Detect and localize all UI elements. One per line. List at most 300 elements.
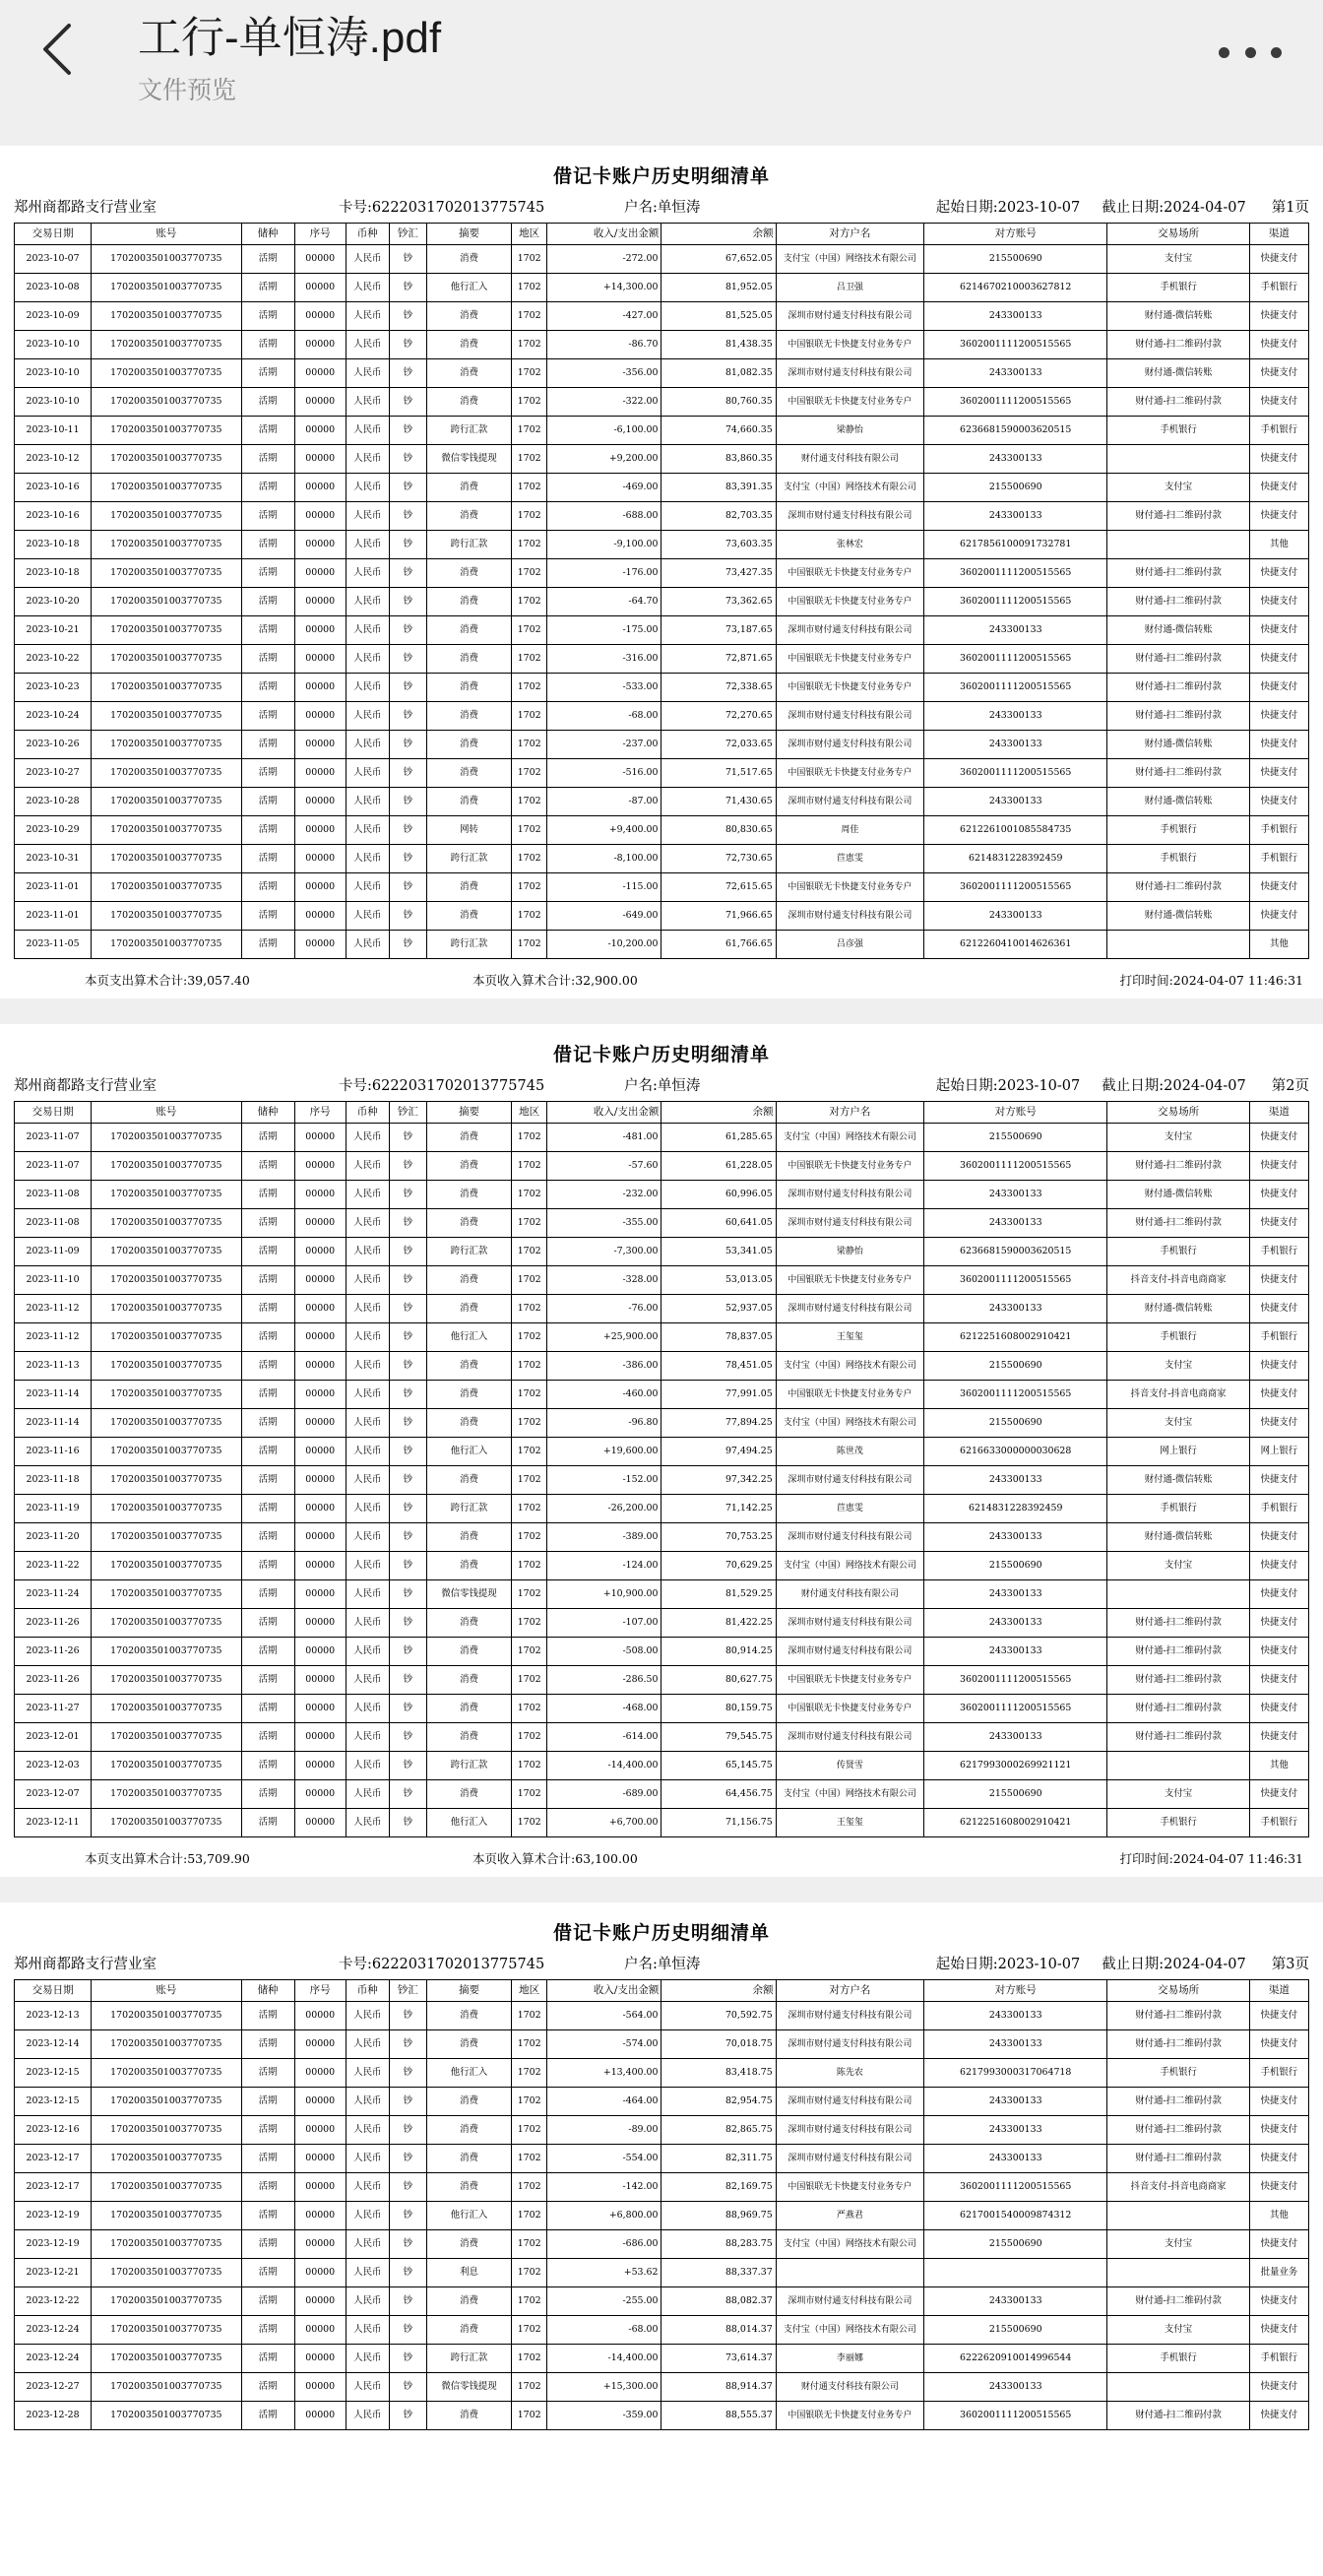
table-cell: 消费: [426, 1638, 511, 1666]
table-cell: 消费: [426, 2030, 511, 2059]
table-row: [15, 502, 1309, 531]
table-cell: 支付宝: [1107, 245, 1249, 274]
table-cell: 72,338.65: [662, 674, 776, 702]
table-cell: 2023-10-22: [15, 645, 92, 674]
table-cell: 活期: [241, 873, 294, 902]
table-cell: 财付通-扫二维码付款: [1107, 559, 1249, 588]
table-cell: 活期: [241, 1780, 294, 1809]
table-cell: -355.00: [547, 1209, 662, 1238]
column-header: 对方户名: [776, 224, 923, 245]
table-cell: 1702: [512, 2059, 547, 2088]
column-header: 币种: [346, 1980, 389, 2002]
table-cell: 人民币: [346, 1666, 389, 1695]
table-cell: [924, 2259, 1107, 2287]
card-number: 卡号:6222031702013775745: [339, 1957, 545, 1972]
table-cell: 钞: [389, 702, 426, 731]
table-cell: 88,914.37: [662, 2373, 776, 2402]
table-cell: 钞: [389, 1181, 426, 1209]
table-cell: 1702: [512, 1295, 547, 1323]
table-cell: 243300133: [924, 702, 1107, 731]
table-cell: 财付通-扫二维码付款: [1107, 1152, 1249, 1181]
table-cell: 00000: [294, 1124, 346, 1152]
table-cell: 60,996.05: [662, 1181, 776, 1209]
table-cell: 2023-12-21: [15, 2259, 92, 2287]
table-cell: 消费: [426, 1695, 511, 1723]
table-cell: 人民币: [346, 1124, 389, 1152]
table-cell: 快捷支付: [1249, 588, 1308, 616]
table-cell: -142.00: [547, 2173, 662, 2202]
table-cell: 215500690: [924, 1780, 1107, 1809]
statement-meta: [14, 1074, 1309, 1095]
table-cell: 活期: [241, 274, 294, 302]
table-cell: 2023-11-16: [15, 1438, 92, 1466]
table-cell: 2023-11-27: [15, 1695, 92, 1723]
table-cell: 消费: [426, 2173, 511, 2202]
table-cell: 钞: [389, 845, 426, 873]
table-cell: 消费: [426, 502, 511, 531]
column-header: 摘要: [426, 1980, 511, 2002]
table-cell: 跨行汇款: [426, 2345, 511, 2373]
table-cell: 2023-12-15: [15, 2088, 92, 2116]
table-cell: 快捷支付: [1249, 1152, 1308, 1181]
table-cell: 243300133: [924, 1295, 1107, 1323]
table-row: [15, 873, 1309, 902]
table-cell: -481.00: [547, 1124, 662, 1152]
table-cell: 钞: [389, 559, 426, 588]
table-cell: 00000: [294, 2059, 346, 2088]
table-cell: -57.60: [547, 1152, 662, 1181]
table-cell: 83,391.35: [662, 474, 776, 502]
column-header: 余额: [662, 224, 776, 245]
table-cell: 00000: [294, 445, 346, 474]
table-cell: 3602001111200515565: [924, 559, 1107, 588]
table-cell: 活期: [241, 1295, 294, 1323]
table-cell: 2023-10-10: [15, 388, 92, 417]
table-cell: 消费: [426, 474, 511, 502]
table-cell: 活期: [241, 2030, 294, 2059]
table-cell: 中国银联无卡快捷支付业务专户: [776, 873, 923, 902]
table-cell: 快捷支付: [1249, 1352, 1308, 1381]
table-cell: 77,991.05: [662, 1381, 776, 1409]
table-cell: 00000: [294, 1609, 346, 1638]
table-row: [15, 645, 1309, 674]
table-cell: 00000: [294, 1152, 346, 1181]
transaction-table: [14, 1979, 1309, 2430]
table-cell: 中国银联无卡快捷支付业务专户: [776, 674, 923, 702]
table-cell: 李丽娜: [776, 2345, 923, 2373]
table-cell: [1107, 531, 1249, 559]
table-cell: 79,545.75: [662, 1723, 776, 1752]
table-cell: 活期: [241, 816, 294, 845]
table-cell: 00000: [294, 302, 346, 331]
back-icon[interactable]: [37, 20, 81, 79]
table-cell: 他行汇入: [426, 274, 511, 302]
table-cell: 钞: [389, 1238, 426, 1266]
table-cell: 人民币: [346, 1638, 389, 1666]
table-cell: 人民币: [346, 2287, 389, 2316]
table-cell: 215500690: [924, 1552, 1107, 1580]
table-cell: 消费: [426, 902, 511, 931]
table-cell: 财付通-微信转账: [1107, 1523, 1249, 1552]
table-cell: 消费: [426, 359, 511, 388]
table-cell: 财付通支付科技有限公司: [776, 2373, 923, 2402]
table-cell: 钞: [389, 1552, 426, 1580]
table-cell: 82,865.75: [662, 2116, 776, 2145]
table-cell: 微信零钱提现: [426, 1580, 511, 1609]
table-cell: 活期: [241, 388, 294, 417]
table-cell: 微信零钱提现: [426, 2373, 511, 2402]
table-cell: 人民币: [346, 1752, 389, 1780]
table-row: [15, 531, 1309, 559]
table-cell: 活期: [241, 2202, 294, 2230]
table-cell: -508.00: [547, 1638, 662, 1666]
table-cell: 活期: [241, 616, 294, 645]
table-cell: 消费: [426, 245, 511, 274]
pdf-page: [0, 146, 1323, 998]
table-cell: 活期: [241, 759, 294, 788]
table-cell: 深圳市财付通支付科技有限公司: [776, 1723, 923, 1752]
table-row: [15, 1352, 1309, 1381]
table-row: [15, 759, 1309, 788]
table-cell: 深圳市财付通支付科技有限公司: [776, 1181, 923, 1209]
more-horizontal-icon[interactable]: [1219, 41, 1282, 63]
table-cell: -286.50: [547, 1666, 662, 1695]
table-cell: 65,145.75: [662, 1752, 776, 1780]
table-cell: 1702003501003770735: [92, 645, 241, 674]
table-cell: 手机银行: [1107, 1809, 1249, 1837]
table-cell: 快捷支付: [1249, 1580, 1308, 1609]
table-cell: 中国银联无卡快捷支付业务专户: [776, 388, 923, 417]
table-cell: 80,159.75: [662, 1695, 776, 1723]
table-cell: 2023-12-24: [15, 2345, 92, 2373]
table-cell: 人民币: [346, 1780, 389, 1809]
table-cell: 活期: [241, 1181, 294, 1209]
table-cell: 1702: [512, 731, 547, 759]
table-cell: -152.00: [547, 1466, 662, 1495]
table-cell: 钞: [389, 788, 426, 816]
column-header: 钞汇: [389, 1102, 426, 1124]
table-row: [15, 2373, 1309, 2402]
table-cell: 吕彦强: [776, 931, 923, 959]
table-cell: 215500690: [924, 1352, 1107, 1381]
table-cell: 2023-10-29: [15, 816, 92, 845]
table-cell: 00000: [294, 588, 346, 616]
table-cell: 00000: [294, 759, 346, 788]
table-cell: -564.00: [547, 2002, 662, 2030]
table-cell: 2023-11-19: [15, 1495, 92, 1523]
table-cell: 严燕君: [776, 2202, 923, 2230]
table-cell: 活期: [241, 1723, 294, 1752]
table-cell: 2023-10-18: [15, 531, 92, 559]
table-cell: 人民币: [346, 1809, 389, 1837]
table-cell: 财付通-微信转账: [1107, 616, 1249, 645]
table-cell: 其他: [1249, 931, 1308, 959]
table-cell: 00000: [294, 1295, 346, 1323]
table-cell: 快捷支付: [1249, 1466, 1308, 1495]
table-cell: 他行汇入: [426, 1438, 511, 1466]
table-cell: 2023-12-28: [15, 2402, 92, 2430]
table-cell: 抖音支付-抖音电商商家: [1107, 1381, 1249, 1409]
branch-name: 郑州商都路支行营业室: [14, 1957, 157, 1972]
table-cell: 支付宝（中国）网络技术有限公司: [776, 1124, 923, 1152]
table-cell: 人民币: [346, 331, 389, 359]
table-cell: 活期: [241, 1552, 294, 1580]
table-cell: 00000: [294, 674, 346, 702]
table-cell: 支付宝: [1107, 1124, 1249, 1152]
table-cell: 活期: [241, 588, 294, 616]
table-cell: 1702: [512, 1152, 547, 1181]
table-cell: 81,438.35: [662, 331, 776, 359]
table-cell: 深圳市财付通支付科技有限公司: [776, 731, 923, 759]
table-row: [15, 845, 1309, 873]
account-holder: 户名:单恒涛: [624, 200, 701, 216]
table-cell: 手机银行: [1107, 417, 1249, 445]
table-cell: 钞: [389, 1780, 426, 1809]
card-number: 卡号:6222031702013775745: [339, 200, 545, 216]
table-cell: 财付通-微信转账: [1107, 302, 1249, 331]
table-cell: 手机银行: [1107, 1238, 1249, 1266]
table-row: [15, 1809, 1309, 1837]
table-cell: 财付通支付科技有限公司: [776, 1580, 923, 1609]
column-header: 收入/支出金额: [547, 1102, 662, 1124]
table-cell: -689.00: [547, 1780, 662, 1809]
column-header: 币种: [346, 1102, 389, 1124]
table-row: [15, 331, 1309, 359]
table-cell: 243300133: [924, 1609, 1107, 1638]
table-cell: 人民币: [346, 1580, 389, 1609]
table-cell: 深圳市财付通支付科技有限公司: [776, 702, 923, 731]
table-cell: 1702003501003770735: [92, 1552, 241, 1580]
table-cell: 80,830.65: [662, 816, 776, 845]
table-cell: 活期: [241, 645, 294, 674]
table-cell: -96.80: [547, 1409, 662, 1438]
table-cell: 快捷支付: [1249, 702, 1308, 731]
file-title: 工行-单恒涛.pdf: [138, 14, 442, 62]
table-cell: 钞: [389, 2088, 426, 2116]
table-cell: 活期: [241, 1238, 294, 1266]
table-row: [15, 2002, 1309, 2030]
table-cell: 3602001111200515565: [924, 1381, 1107, 1409]
table-cell: -516.00: [547, 759, 662, 788]
table-cell: 快捷支付: [1249, 873, 1308, 902]
table-cell: 97,342.25: [662, 1466, 776, 1495]
table-cell: 1702003501003770735: [92, 588, 241, 616]
table-cell: 人民币: [346, 1352, 389, 1381]
table-cell: 1702003501003770735: [92, 1695, 241, 1723]
table-cell: -356.00: [547, 359, 662, 388]
table-cell: -76.00: [547, 1295, 662, 1323]
table-cell: 1702: [512, 702, 547, 731]
table-cell: 80,914.25: [662, 1638, 776, 1666]
table-cell: 财付通-扫二维码付款: [1107, 331, 1249, 359]
table-cell: 其他: [1249, 2202, 1308, 2230]
table-cell: 消费: [426, 559, 511, 588]
table-cell: 活期: [241, 1695, 294, 1723]
table-cell: 快捷支付: [1249, 2002, 1308, 2030]
table-cell: 钞: [389, 1723, 426, 1752]
table-cell: 00000: [294, 1238, 346, 1266]
table-cell: 00000: [294, 474, 346, 502]
table-cell: 活期: [241, 2287, 294, 2316]
table-cell: 00000: [294, 559, 346, 588]
table-cell: 00000: [294, 2230, 346, 2259]
table-cell: 消费: [426, 1466, 511, 1495]
table-cell: 1702003501003770735: [92, 2059, 241, 2088]
table-row: [15, 2345, 1309, 2373]
table-cell: 财付通-扫二维码付款: [1107, 1209, 1249, 1238]
table-cell: 6217993000269921121: [924, 1752, 1107, 1780]
total-expense: 本页支出算术合计:53,709.90: [85, 1851, 250, 1866]
table-cell: 财付通-扫二维码付款: [1107, 1609, 1249, 1638]
table-cell: 人民币: [346, 474, 389, 502]
table-cell: 活期: [241, 2088, 294, 2116]
table-cell: -87.00: [547, 788, 662, 816]
table-cell: 消费: [426, 2116, 511, 2145]
table-cell: 消费: [426, 1209, 511, 1238]
table-cell: -649.00: [547, 902, 662, 931]
begin-date: 起始日期:2023-10-07: [935, 200, 1081, 216]
table-cell: 00000: [294, 1638, 346, 1666]
table-cell: 中国银联无卡快捷支付业务专户: [776, 2402, 923, 2430]
branch-name: 郑州商都路支行营业室: [14, 1078, 157, 1094]
table-cell: 2023-11-18: [15, 1466, 92, 1495]
table-header-row: [15, 1102, 1309, 1124]
table-cell: 跨行汇款: [426, 417, 511, 445]
table-cell: 人民币: [346, 1695, 389, 1723]
table-cell: 73,427.35: [662, 559, 776, 588]
table-cell: 74,660.35: [662, 417, 776, 445]
table-cell: 00000: [294, 1666, 346, 1695]
table-cell: 手机银行: [1249, 1323, 1308, 1352]
table-cell: +9,400.00: [547, 816, 662, 845]
table-cell: 3602001111200515565: [924, 1152, 1107, 1181]
table-cell: 88,969.75: [662, 2202, 776, 2230]
table-cell: 活期: [241, 1809, 294, 1837]
table-cell: 00000: [294, 417, 346, 445]
table-cell: 深圳市财付通支付科技有限公司: [776, 2287, 923, 2316]
table-cell: 人民币: [346, 1381, 389, 1409]
table-cell: 1702003501003770735: [92, 731, 241, 759]
table-cell: 快捷支付: [1249, 759, 1308, 788]
table-cell: 2023-11-12: [15, 1295, 92, 1323]
table-cell: 2023-10-31: [15, 845, 92, 873]
table-cell: 支付宝: [1107, 1552, 1249, 1580]
column-header: 地区: [512, 224, 547, 245]
column-header: 余额: [662, 1102, 776, 1124]
table-cell: 钞: [389, 2373, 426, 2402]
table-cell: 1702: [512, 2202, 547, 2230]
table-cell: 支付宝: [1107, 1409, 1249, 1438]
table-cell: 财付通-扫二维码付款: [1107, 674, 1249, 702]
table-cell: 他行汇入: [426, 1323, 511, 1352]
table-cell: 钞: [389, 674, 426, 702]
table-cell: 消费: [426, 731, 511, 759]
table-cell: -232.00: [547, 1181, 662, 1209]
table-cell: -389.00: [547, 1523, 662, 1552]
table-cell: 网转: [426, 816, 511, 845]
table-cell: 财付通-扫二维码付款: [1107, 702, 1249, 731]
table-row: [15, 2116, 1309, 2145]
table-cell: 00000: [294, 1523, 346, 1552]
table-cell: 00000: [294, 1780, 346, 1809]
table-cell: 88,283.75: [662, 2230, 776, 2259]
table-cell: 1702: [512, 816, 547, 845]
table-cell: 陈先农: [776, 2059, 923, 2088]
table-cell: 00000: [294, 1552, 346, 1580]
table-cell: 1702003501003770735: [92, 1295, 241, 1323]
table-cell: -316.00: [547, 645, 662, 674]
table-cell: 网上银行: [1107, 1438, 1249, 1466]
table-cell: 00000: [294, 645, 346, 674]
table-cell: 钞: [389, 359, 426, 388]
table-cell: 1702: [512, 331, 547, 359]
table-cell: 00000: [294, 1266, 346, 1295]
table-cell: 88,082.37: [662, 2287, 776, 2316]
table-cell: 2023-12-13: [15, 2002, 92, 2030]
table-cell: 钞: [389, 1352, 426, 1381]
table-cell: 1702: [512, 1466, 547, 1495]
table-row: [15, 302, 1309, 331]
table-cell: +10,900.00: [547, 1580, 662, 1609]
table-cell: 财付通-扫二维码付款: [1107, 1638, 1249, 1666]
table-cell: 1702003501003770735: [92, 245, 241, 274]
column-header: 账号: [92, 1980, 241, 2002]
table-cell: 人民币: [346, 1238, 389, 1266]
table-cell: 243300133: [924, 445, 1107, 474]
table-cell: 钞: [389, 245, 426, 274]
table-cell: 1702: [512, 2173, 547, 2202]
table-cell: 00000: [294, 702, 346, 731]
table-cell: 财付通-扫二维码付款: [1107, 2287, 1249, 2316]
table-cell: 243300133: [924, 2088, 1107, 2116]
table-cell: 深圳市财付通支付科技有限公司: [776, 788, 923, 816]
table-cell: 钞: [389, 1124, 426, 1152]
table-cell: 1702: [512, 559, 547, 588]
table-row: [15, 1580, 1309, 1609]
table-cell: 1702003501003770735: [92, 702, 241, 731]
pdf-viewer[interactable]: [0, 146, 1323, 2440]
column-header: 收入/支出金额: [547, 1980, 662, 2002]
table-cell: 人民币: [346, 2088, 389, 2116]
table-cell: 2023-10-24: [15, 702, 92, 731]
table-cell: 2023-10-12: [15, 445, 92, 474]
table-cell: 6212260410014626361: [924, 931, 1107, 959]
table-cell: 1702003501003770735: [92, 931, 241, 959]
table-cell: 钞: [389, 1381, 426, 1409]
table-cell: 00000: [294, 2287, 346, 2316]
table-cell: 活期: [241, 2230, 294, 2259]
table-cell: 快捷支付: [1249, 559, 1308, 588]
table-cell: 快捷支付: [1249, 2088, 1308, 2116]
table-cell: 钞: [389, 2287, 426, 2316]
table-cell: 1702003501003770735: [92, 531, 241, 559]
table-cell: 活期: [241, 1752, 294, 1780]
table-cell: [1107, 445, 1249, 474]
table-cell: 1702003501003770735: [92, 359, 241, 388]
table-cell: 人民币: [346, 1495, 389, 1523]
table-row: [15, 245, 1309, 274]
table-cell: 1702: [512, 1381, 547, 1409]
column-header: 交易日期: [15, 1980, 92, 2002]
table-cell: 00000: [294, 531, 346, 559]
table-cell: 1702003501003770735: [92, 2030, 241, 2059]
table-cell: 财付通-扫二维码付款: [1107, 502, 1249, 531]
table-cell: 00000: [294, 359, 346, 388]
table-row: [15, 1124, 1309, 1152]
table-cell: 钞: [389, 588, 426, 616]
table-cell: 1702: [512, 674, 547, 702]
table-cell: 深圳市财付通支付科技有限公司: [776, 1466, 923, 1495]
